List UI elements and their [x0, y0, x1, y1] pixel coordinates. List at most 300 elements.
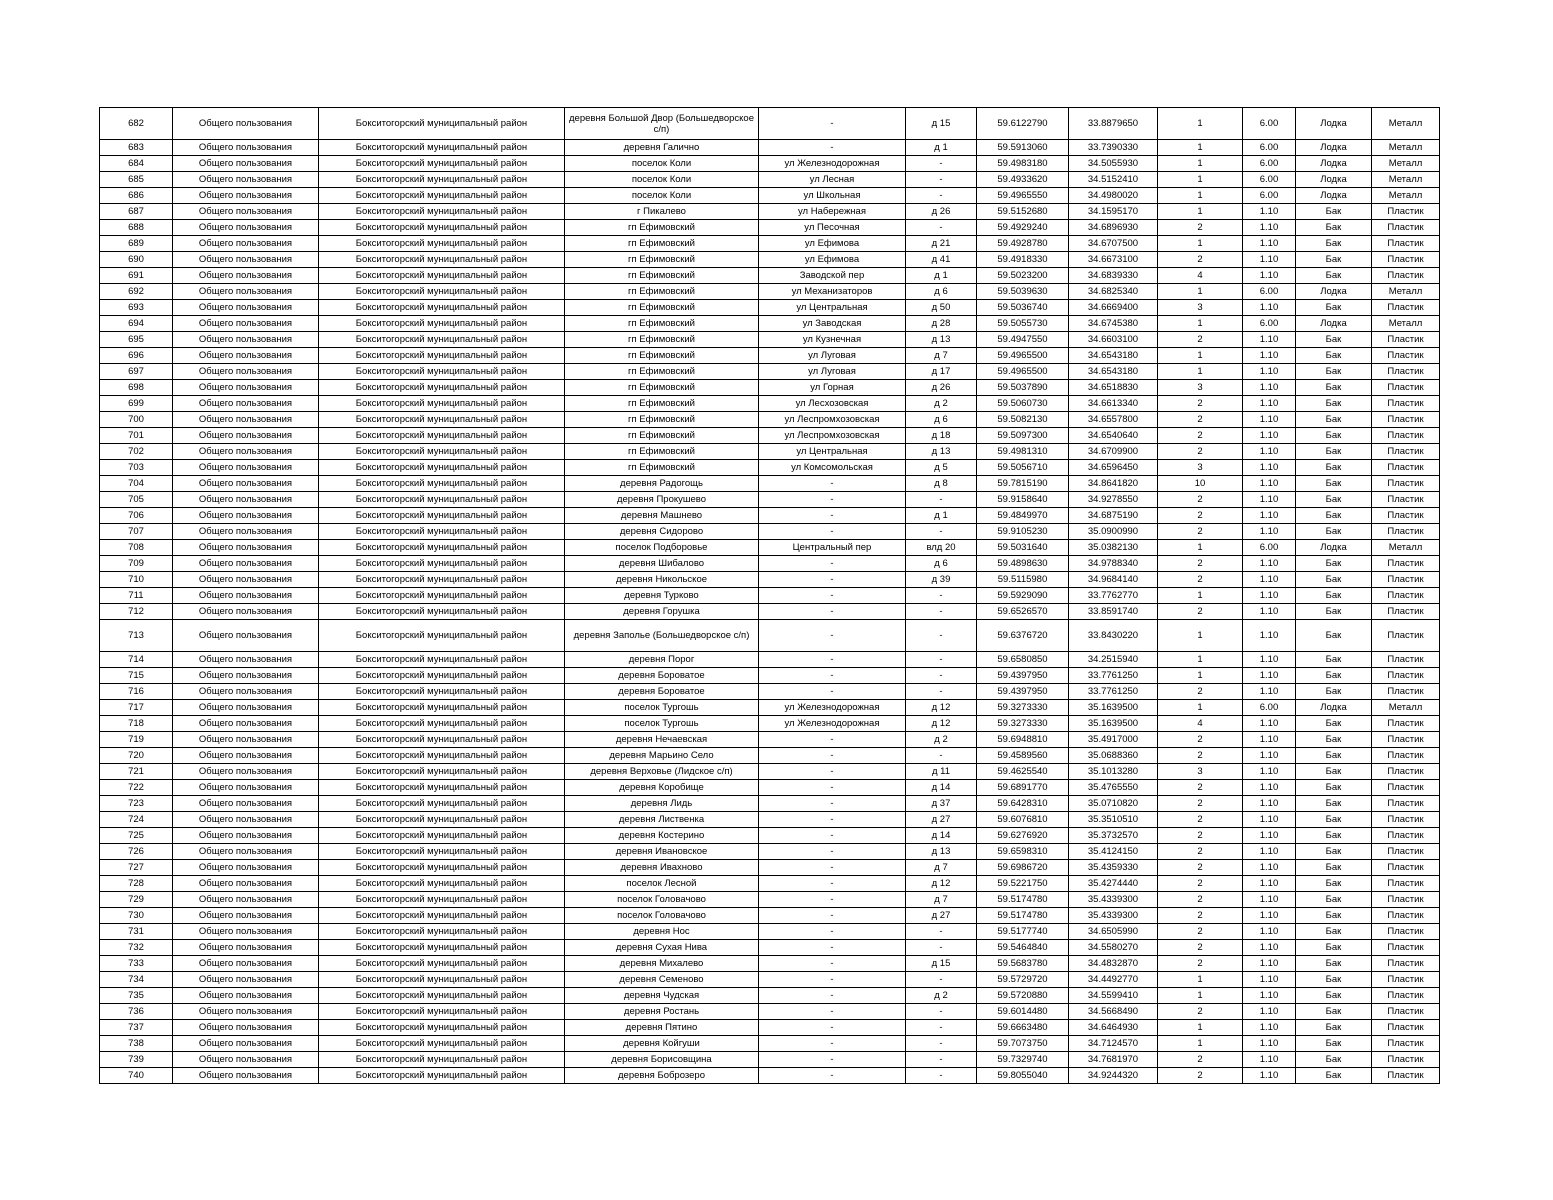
table-row	[100, 844, 1440, 860]
cell-container-volume: 1.10	[1243, 780, 1296, 796]
cell-district: Бокситогорский муниципальный район	[319, 956, 565, 972]
cell-container-count: 2	[1158, 332, 1243, 348]
cell-container-type: Бак	[1296, 460, 1372, 476]
cell-usage-type: Общего пользования	[173, 796, 319, 812]
cell-container-volume: 1.10	[1243, 988, 1296, 1004]
cell-street: ул Леспромхозовская	[759, 428, 906, 444]
table-row	[100, 908, 1440, 924]
cell-container-type: Лодка	[1296, 156, 1372, 172]
cell-row-number: 716	[100, 684, 173, 700]
cell-street: ул Ефимова	[759, 236, 906, 252]
table-row	[100, 652, 1440, 668]
cell-district: Бокситогорский муниципальный район	[319, 108, 565, 140]
cell-container-volume: 6.00	[1243, 700, 1296, 716]
cell-settlement: деревня Костерино	[565, 828, 759, 844]
table-row	[100, 732, 1440, 748]
cell-container-volume: 1.10	[1243, 684, 1296, 700]
cell-container-material: Пластик	[1372, 748, 1440, 764]
cell-latitude: 59.5152680	[977, 204, 1069, 220]
cell-longitude: 34.5152410	[1069, 172, 1158, 188]
cell-latitude: 59.5082130	[977, 412, 1069, 428]
cell-latitude: 59.5097300	[977, 428, 1069, 444]
cell-street: -	[759, 972, 906, 988]
cell-container-material: Пластик	[1372, 1036, 1440, 1052]
cell-container-material: Пластик	[1372, 876, 1440, 892]
cell-street: -	[759, 668, 906, 684]
cell-district: Бокситогорский муниципальный район	[319, 220, 565, 236]
table-row	[100, 972, 1440, 988]
cell-container-material: Пластик	[1372, 956, 1440, 972]
cell-longitude: 35.3510510	[1069, 812, 1158, 828]
cell-container-material: Пластик	[1372, 892, 1440, 908]
table-row	[100, 252, 1440, 268]
cell-latitude: 59.5683780	[977, 956, 1069, 972]
cell-container-type: Бак	[1296, 732, 1372, 748]
cell-container-volume: 1.10	[1243, 732, 1296, 748]
cell-latitude: 59.5039630	[977, 284, 1069, 300]
cell-settlement: деревня Прокушево	[565, 492, 759, 508]
cell-usage-type: Общего пользования	[173, 780, 319, 796]
cell-usage-type: Общего пользования	[173, 252, 319, 268]
table-row	[100, 300, 1440, 316]
cell-latitude: 59.6580850	[977, 652, 1069, 668]
cell-district: Бокситогорский муниципальный район	[319, 812, 565, 828]
cell-district: Бокситогорский муниципальный район	[319, 972, 565, 988]
cell-settlement: деревня Лиственка	[565, 812, 759, 828]
cell-longitude: 34.6707500	[1069, 236, 1158, 252]
cell-settlement: гп Ефимовский	[565, 316, 759, 332]
cell-longitude: 34.6875190	[1069, 508, 1158, 524]
cell-longitude: 34.2515940	[1069, 652, 1158, 668]
cell-district: Бокситогорский муниципальный район	[319, 764, 565, 780]
cell-container-type: Лодка	[1296, 108, 1372, 140]
table-row	[100, 524, 1440, 540]
cell-usage-type: Общего пользования	[173, 940, 319, 956]
cell-container-count: 2	[1158, 908, 1243, 924]
cell-container-type: Лодка	[1296, 188, 1372, 204]
cell-house: -	[906, 492, 977, 508]
cell-house: д 6	[906, 412, 977, 428]
cell-district: Бокситогорский муниципальный район	[319, 572, 565, 588]
cell-latitude: 59.5060730	[977, 396, 1069, 412]
cell-container-type: Бак	[1296, 444, 1372, 460]
cell-street: ул Ефимова	[759, 252, 906, 268]
cell-latitude: 59.4918330	[977, 252, 1069, 268]
cell-container-volume: 1.10	[1243, 1068, 1296, 1084]
cell-row-number: 713	[100, 620, 173, 652]
cell-latitude: 59.6428310	[977, 796, 1069, 812]
cell-longitude: 34.6543180	[1069, 364, 1158, 380]
cell-container-count: 1	[1158, 972, 1243, 988]
cell-house: д 21	[906, 236, 977, 252]
cell-usage-type: Общего пользования	[173, 556, 319, 572]
cell-usage-type: Общего пользования	[173, 396, 319, 412]
cell-house: -	[906, 604, 977, 620]
cell-row-number: 717	[100, 700, 173, 716]
cell-house: -	[906, 924, 977, 940]
cell-settlement: деревня Бороватое	[565, 684, 759, 700]
cell-container-count: 2	[1158, 876, 1243, 892]
cell-settlement: г Пикалево	[565, 204, 759, 220]
cell-container-type: Бак	[1296, 476, 1372, 492]
cell-street: -	[759, 508, 906, 524]
cell-street: -	[759, 940, 906, 956]
cell-settlement: деревня Семеново	[565, 972, 759, 988]
table-row	[100, 348, 1440, 364]
cell-latitude: 59.6948810	[977, 732, 1069, 748]
cell-container-count: 1	[1158, 348, 1243, 364]
cell-container-count: 2	[1158, 252, 1243, 268]
cell-settlement: деревня Турково	[565, 588, 759, 604]
cell-house: -	[906, 652, 977, 668]
cell-street: ул Набережная	[759, 204, 906, 220]
cell-container-count: 2	[1158, 844, 1243, 860]
cell-house: д 6	[906, 284, 977, 300]
cell-container-volume: 1.10	[1243, 252, 1296, 268]
cell-container-volume: 1.10	[1243, 604, 1296, 620]
cell-container-count: 1	[1158, 364, 1243, 380]
cell-container-volume: 1.10	[1243, 716, 1296, 732]
cell-district: Бокситогорский муниципальный район	[319, 940, 565, 956]
table-row	[100, 668, 1440, 684]
cell-container-material: Пластик	[1372, 1020, 1440, 1036]
cell-usage-type: Общего пользования	[173, 588, 319, 604]
cell-street: -	[759, 684, 906, 700]
cell-row-number: 712	[100, 604, 173, 620]
cell-longitude: 34.6709900	[1069, 444, 1158, 460]
cell-settlement: деревня Галично	[565, 140, 759, 156]
table-row	[100, 332, 1440, 348]
cell-container-volume: 1.10	[1243, 940, 1296, 956]
cell-container-count: 1	[1158, 236, 1243, 252]
cell-latitude: 59.4589560	[977, 748, 1069, 764]
cell-house: -	[906, 620, 977, 652]
cell-row-number: 721	[100, 764, 173, 780]
cell-usage-type: Общего пользования	[173, 508, 319, 524]
cell-longitude: 34.5055930	[1069, 156, 1158, 172]
table-row	[100, 1052, 1440, 1068]
cell-latitude: 59.5913060	[977, 140, 1069, 156]
cell-container-volume: 1.10	[1243, 1004, 1296, 1020]
cell-usage-type: Общего пользования	[173, 108, 319, 140]
cell-container-material: Пластик	[1372, 780, 1440, 796]
cell-row-number: 738	[100, 1036, 173, 1052]
cell-district: Бокситогорский муниципальный район	[319, 540, 565, 556]
cell-usage-type: Общего пользования	[173, 300, 319, 316]
cell-usage-type: Общего пользования	[173, 812, 319, 828]
cell-usage-type: Общего пользования	[173, 1020, 319, 1036]
cell-latitude: 59.4965550	[977, 188, 1069, 204]
cell-house: д 50	[906, 300, 977, 316]
cell-district: Бокситогорский муниципальный район	[319, 796, 565, 812]
cell-house: д 28	[906, 316, 977, 332]
cell-settlement: деревня Марьино Село	[565, 748, 759, 764]
cell-district: Бокситогорский муниципальный район	[319, 988, 565, 1004]
cell-container-type: Бак	[1296, 652, 1372, 668]
cell-usage-type: Общего пользования	[173, 572, 319, 588]
cell-street: -	[759, 796, 906, 812]
cell-longitude: 34.6839330	[1069, 268, 1158, 284]
cell-district: Бокситогорский муниципальный район	[319, 892, 565, 908]
cell-latitude: 59.4965500	[977, 348, 1069, 364]
cell-longitude: 33.8591740	[1069, 604, 1158, 620]
cell-container-material: Пластик	[1372, 300, 1440, 316]
cell-longitude: 35.4765550	[1069, 780, 1158, 796]
cell-container-material: Металл	[1372, 156, 1440, 172]
cell-longitude: 34.9684140	[1069, 572, 1158, 588]
cell-house: -	[906, 220, 977, 236]
cell-latitude: 59.5115980	[977, 572, 1069, 588]
cell-settlement: гп Ефимовский	[565, 444, 759, 460]
table-row	[100, 620, 1440, 652]
cell-street: Заводской пер	[759, 268, 906, 284]
cell-street: ул Песочная	[759, 220, 906, 236]
cell-container-volume: 1.10	[1243, 348, 1296, 364]
table-row	[100, 476, 1440, 492]
table-row	[100, 540, 1440, 556]
cell-street: -	[759, 956, 906, 972]
cell-container-count: 1	[1158, 1020, 1243, 1036]
cell-row-number: 697	[100, 364, 173, 380]
table-row	[100, 716, 1440, 732]
cell-settlement: деревня Горушка	[565, 604, 759, 620]
table-row	[100, 764, 1440, 780]
cell-container-material: Пластик	[1372, 1004, 1440, 1020]
table-row	[100, 188, 1440, 204]
cell-container-material: Пластик	[1372, 860, 1440, 876]
cell-longitude: 33.7761250	[1069, 668, 1158, 684]
cell-district: Бокситогорский муниципальный район	[319, 412, 565, 428]
cell-container-volume: 1.10	[1243, 460, 1296, 476]
cell-container-material: Металл	[1372, 284, 1440, 300]
cell-latitude: 59.6891770	[977, 780, 1069, 796]
cell-container-count: 1	[1158, 540, 1243, 556]
cell-container-type: Бак	[1296, 412, 1372, 428]
cell-usage-type: Общего пользования	[173, 172, 319, 188]
cell-row-number: 719	[100, 732, 173, 748]
cell-street: ул Механизаторов	[759, 284, 906, 300]
cell-house: -	[906, 748, 977, 764]
cell-latitude: 59.5221750	[977, 876, 1069, 892]
cell-container-material: Пластик	[1372, 268, 1440, 284]
cell-street: -	[759, 524, 906, 540]
cell-container-material: Металл	[1372, 140, 1440, 156]
cell-street: -	[759, 140, 906, 156]
cell-usage-type: Общего пользования	[173, 364, 319, 380]
cell-settlement: деревня Порог	[565, 652, 759, 668]
cell-longitude: 34.5599410	[1069, 988, 1158, 1004]
cell-settlement: деревня Борисовщина	[565, 1052, 759, 1068]
cell-settlement: деревня Пятино	[565, 1020, 759, 1036]
cell-latitude: 59.5464840	[977, 940, 1069, 956]
cell-settlement: поселок Головачово	[565, 892, 759, 908]
table-row	[100, 220, 1440, 236]
cell-settlement: гп Ефимовский	[565, 348, 759, 364]
cell-street: -	[759, 1052, 906, 1068]
table-row	[100, 1020, 1440, 1036]
cell-settlement: гп Ефимовский	[565, 428, 759, 444]
cell-usage-type: Общего пользования	[173, 236, 319, 252]
cell-longitude: 34.6603100	[1069, 332, 1158, 348]
cell-house: -	[906, 1020, 977, 1036]
cell-settlement: гп Ефимовский	[565, 300, 759, 316]
table-row	[100, 364, 1440, 380]
cell-container-count: 3	[1158, 300, 1243, 316]
cell-container-volume: 1.10	[1243, 892, 1296, 908]
table-row	[100, 316, 1440, 332]
cell-street: -	[759, 908, 906, 924]
cell-container-volume: 1.10	[1243, 220, 1296, 236]
cell-settlement: деревня Ивахново	[565, 860, 759, 876]
cell-longitude: 34.6543180	[1069, 348, 1158, 364]
cell-container-volume: 1.10	[1243, 492, 1296, 508]
cell-usage-type: Общего пользования	[173, 460, 319, 476]
cell-container-material: Металл	[1372, 540, 1440, 556]
cell-container-type: Бак	[1296, 908, 1372, 924]
cell-row-number: 723	[100, 796, 173, 812]
table-body	[100, 108, 1440, 1084]
cell-street: ул Центральная	[759, 444, 906, 460]
cell-container-count: 1	[1158, 204, 1243, 220]
cell-container-material: Пластик	[1372, 364, 1440, 380]
cell-container-volume: 1.10	[1243, 924, 1296, 940]
cell-district: Бокситогорский муниципальный район	[319, 588, 565, 604]
cell-settlement: гп Ефимовский	[565, 284, 759, 300]
cell-street: -	[759, 492, 906, 508]
cell-district: Бокситогорский муниципальный район	[319, 396, 565, 412]
cell-container-type: Бак	[1296, 1004, 1372, 1020]
cell-house: д 7	[906, 348, 977, 364]
cell-container-material: Пластик	[1372, 972, 1440, 988]
cell-latitude: 59.5174780	[977, 908, 1069, 924]
cell-house: д 2	[906, 732, 977, 748]
cell-street: -	[759, 876, 906, 892]
cell-district: Бокситогорский муниципальный район	[319, 316, 565, 332]
cell-container-material: Пластик	[1372, 252, 1440, 268]
cell-container-volume: 1.10	[1243, 524, 1296, 540]
cell-usage-type: Общего пользования	[173, 316, 319, 332]
cell-district: Бокситогорский муниципальный район	[319, 860, 565, 876]
cell-container-material: Пластик	[1372, 236, 1440, 252]
cell-row-number: 698	[100, 380, 173, 396]
cell-usage-type: Общего пользования	[173, 476, 319, 492]
cell-house: д 13	[906, 844, 977, 860]
cell-container-type: Бак	[1296, 588, 1372, 604]
cell-container-type: Бак	[1296, 1052, 1372, 1068]
cell-latitude: 59.6376720	[977, 620, 1069, 652]
cell-container-type: Лодка	[1296, 284, 1372, 300]
cell-street: -	[759, 556, 906, 572]
cell-settlement: деревня Лидь	[565, 796, 759, 812]
cell-district: Бокситогорский муниципальный район	[319, 668, 565, 684]
cell-container-material: Металл	[1372, 188, 1440, 204]
cell-street: -	[759, 1036, 906, 1052]
cell-street: -	[759, 652, 906, 668]
cell-container-volume: 1.10	[1243, 748, 1296, 764]
cell-district: Бокситогорский муниципальный район	[319, 140, 565, 156]
cell-settlement: гп Ефимовский	[565, 268, 759, 284]
cell-row-number: 724	[100, 812, 173, 828]
cell-container-volume: 1.10	[1243, 620, 1296, 652]
cell-street: -	[759, 604, 906, 620]
cell-row-number: 690	[100, 252, 173, 268]
table-row	[100, 492, 1440, 508]
cell-container-type: Бак	[1296, 620, 1372, 652]
cell-container-type: Бак	[1296, 956, 1372, 972]
cell-container-count: 2	[1158, 444, 1243, 460]
cell-longitude: 33.7762770	[1069, 588, 1158, 604]
cell-container-volume: 1.10	[1243, 556, 1296, 572]
cell-container-material: Металл	[1372, 700, 1440, 716]
cell-longitude: 35.0900990	[1069, 524, 1158, 540]
cell-house: -	[906, 172, 977, 188]
cell-container-material: Пластик	[1372, 764, 1440, 780]
cell-container-type: Бак	[1296, 556, 1372, 572]
table-row	[100, 892, 1440, 908]
cell-longitude: 34.6673100	[1069, 252, 1158, 268]
cell-settlement: деревня Заполье (Большедворское с/п)	[565, 620, 759, 652]
cell-container-type: Бак	[1296, 764, 1372, 780]
cell-container-type: Лодка	[1296, 172, 1372, 188]
cell-container-type: Бак	[1296, 940, 1372, 956]
cell-longitude: 35.4359330	[1069, 860, 1158, 876]
cell-container-type: Бак	[1296, 1020, 1372, 1036]
cell-container-count: 2	[1158, 572, 1243, 588]
cell-container-volume: 1.10	[1243, 588, 1296, 604]
cell-street: ул Лесхозовская	[759, 396, 906, 412]
cell-container-count: 2	[1158, 428, 1243, 444]
cell-container-count: 1	[1158, 988, 1243, 1004]
cell-house: д 1	[906, 268, 977, 284]
cell-usage-type: Общего пользования	[173, 1004, 319, 1020]
cell-container-type: Бак	[1296, 380, 1372, 396]
cell-street: -	[759, 844, 906, 860]
table-row	[100, 236, 1440, 252]
cell-longitude: 34.1595170	[1069, 204, 1158, 220]
cell-street: -	[759, 108, 906, 140]
cell-row-number: 714	[100, 652, 173, 668]
cell-house: -	[906, 972, 977, 988]
table-row	[100, 796, 1440, 812]
cell-container-volume: 1.10	[1243, 476, 1296, 492]
cell-longitude: 35.1639500	[1069, 700, 1158, 716]
cell-latitude: 59.5055730	[977, 316, 1069, 332]
cell-container-volume: 6.00	[1243, 140, 1296, 156]
cell-container-type: Лодка	[1296, 316, 1372, 332]
cell-longitude: 35.0710820	[1069, 796, 1158, 812]
cell-longitude: 34.6518830	[1069, 380, 1158, 396]
cell-row-number: 701	[100, 428, 173, 444]
table-row	[100, 380, 1440, 396]
cell-usage-type: Общего пользования	[173, 188, 319, 204]
cell-longitude: 34.6557800	[1069, 412, 1158, 428]
cell-district: Бокситогорский муниципальный район	[319, 1036, 565, 1052]
cell-settlement: деревня Сухая Нива	[565, 940, 759, 956]
cell-district: Бокситогорский муниципальный район	[319, 428, 565, 444]
cell-longitude: 34.9278550	[1069, 492, 1158, 508]
cell-district: Бокситогорский муниципальный район	[319, 156, 565, 172]
cell-longitude: 34.6745380	[1069, 316, 1158, 332]
cell-settlement: деревня Верховье (Лидское с/п)	[565, 764, 759, 780]
cell-house: д 41	[906, 252, 977, 268]
cell-container-count: 1	[1158, 188, 1243, 204]
cell-district: Бокситогорский муниципальный район	[319, 652, 565, 668]
cell-street: -	[759, 588, 906, 604]
cell-container-count: 1	[1158, 108, 1243, 140]
cell-latitude: 59.5056710	[977, 460, 1069, 476]
cell-district: Бокситогорский муниципальный район	[319, 364, 565, 380]
cell-house: -	[906, 1068, 977, 1084]
